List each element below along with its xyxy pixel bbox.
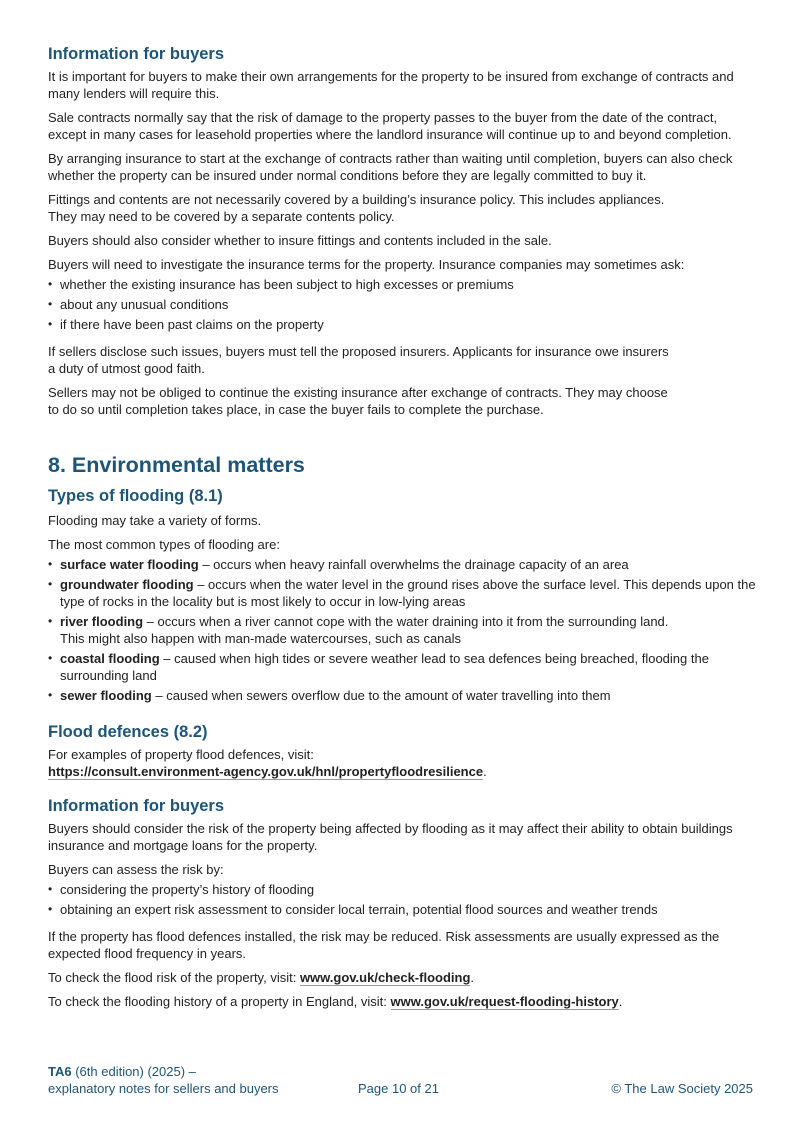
paragraph: Flooding may take a variety of forms.	[48, 513, 262, 528]
list-item: • whether the existing insurance has been subject to high excesses or premiums	[48, 276, 758, 293]
list-item: • obtaining an expert risk assessment to consider local terrain, potential flood sources and weather trends	[48, 901, 758, 918]
list-item: • if there have been past claims on the property	[48, 316, 758, 333]
list-item	[48, 687, 758, 704]
page-content	[48, 44, 758, 1017]
document-code: TA6	[48, 1064, 72, 1079]
paragraph: Buyers should also consider whether to insure fittings and contents included in the sale.	[48, 233, 552, 248]
paragraph: If the property has flood defences installed, the risk may be reduced. Risk assessments are usually expressed as the expected flood frequency in years.	[48, 929, 720, 961]
list-item	[48, 613, 758, 647]
list-item: • about any unusual conditions	[48, 296, 758, 313]
paragraph-line: Fittings and contents are not necessarily covered by a building’s insurance policy. This includes appliances.	[48, 192, 665, 207]
flooding-history-link[interactable]: www.gov.uk/request-flooding-history	[390, 994, 619, 1009]
paragraph	[48, 384, 758, 418]
paragraph: Sale contracts normally say that the risk of damage to the property passes to the buyer from the date of the contract, except in many cases for leasehold properties where the landlord insurance will continue up to and beyond completion.	[48, 110, 732, 142]
term: groundwater flooding	[60, 577, 194, 592]
paragraph: Buyers can assess the risk by:	[48, 862, 224, 877]
paragraph: Buyers will need to investigate the insurance terms for the property. Insurance companies may sometimes ask:	[48, 257, 685, 272]
list-item	[48, 650, 758, 684]
footer-document-title	[48, 1063, 328, 1097]
paragraph	[48, 343, 758, 377]
paragraph	[48, 746, 758, 780]
paragraph-line: to do so until completion takes place, in case the buyer fails to complete the purchase.	[48, 402, 544, 417]
paragraph: By arranging insurance to start at the exchange of contracts rather than waiting until completion, buyers can also check whether the property can be insured under normal conditions before they are legally committed to buy it.	[48, 151, 733, 183]
list-item	[48, 556, 758, 573]
paragraph	[48, 191, 758, 225]
term-description: – occurs when the water level in the ground rises above the surface level. This depends upon the type of rocks in the locality but is most likely to occur in low-lying areas	[60, 577, 756, 609]
page-footer	[48, 1063, 753, 1099]
paragraph-line: a duty of utmost good faith.	[48, 361, 205, 376]
term-description: – occurs when a river cannot cope with the water draining into it from the surrounding land.	[143, 614, 669, 629]
term: sewer flooding	[60, 688, 152, 703]
punctuation: .	[470, 970, 475, 985]
list-item: • considering the property’s history of flooding	[48, 881, 758, 898]
paragraph	[48, 969, 758, 986]
paragraph-line: They may need to be covered by a separate contents policy.	[48, 209, 395, 224]
punctuation: .	[483, 764, 487, 779]
paragraph: The most common types of flooding are:	[48, 537, 280, 552]
paragraph-line: If sellers disclose such issues, buyers must tell the proposed insurers. Applicants for insurance owe insurers	[48, 344, 669, 359]
check-flooding-link[interactable]: www.gov.uk/check-flooding	[299, 970, 471, 985]
paragraph: It is important for buyers to make their own arrangements for the property to be insured from exchange of contracts and many lenders will require this.	[48, 69, 734, 101]
term-description: – caused when high tides or severe weather lead to sea defences being breached, flooding the surrounding land	[60, 651, 709, 683]
term: surface water flooding	[60, 557, 199, 572]
paragraph-line: Sellers may not be obliged to continue the existing insurance after exchange of contracts. They may choose	[48, 385, 668, 400]
paragraph-text: To check the flooding history of a property in England, visit:	[48, 994, 391, 1009]
paragraph-line: For examples of property flood defences, visit:	[48, 747, 314, 762]
flood-resilience-link[interactable]: https://consult.environment-agency.gov.uk/hnl/propertyfloodresilience	[48, 764, 484, 779]
term: coastal flooding	[60, 651, 160, 666]
subheading-types-of-flooding: Types of flooding (8.1)	[48, 487, 223, 505]
bullet-list	[48, 276, 758, 333]
punctuation: .	[618, 994, 623, 1009]
document-subtitle: explanatory notes for sellers and buyers	[48, 1081, 279, 1096]
list-item	[48, 576, 758, 610]
paragraph: Buyers should consider the risk of the property being affected by flooding as it may affect their ability to obtain buildings insurance and mortgage loans for the property.	[48, 821, 733, 853]
paragraph-text: To check the flood risk of the property, visit:	[48, 970, 300, 985]
subheading-info-buyers-flood: Information for buyers	[48, 797, 225, 815]
bullet-list	[48, 881, 758, 918]
page-number: Page 10 of 21	[358, 1081, 439, 1096]
document-edition: (6th edition) (2025) –	[71, 1064, 196, 1079]
section-heading-info-buyers: Information for buyers	[48, 45, 225, 63]
subheading-flood-defences: Flood defences (8.2)	[48, 723, 208, 741]
term-description: – caused when sewers overflow due to the amount of water travelling into them	[151, 688, 611, 703]
copyright: © The Law Society 2025	[611, 1081, 753, 1096]
term: river flooding	[60, 614, 144, 629]
section-heading-environmental: 8. Environmental matters	[48, 453, 305, 477]
term-description: – occurs when heavy rainfall overwhelms the drainage capacity of an area	[198, 557, 629, 572]
term-description-cont: This might also happen with man-made watercourses, such as canals	[60, 631, 462, 646]
paragraph	[48, 993, 758, 1010]
flooding-types-list	[48, 556, 758, 704]
